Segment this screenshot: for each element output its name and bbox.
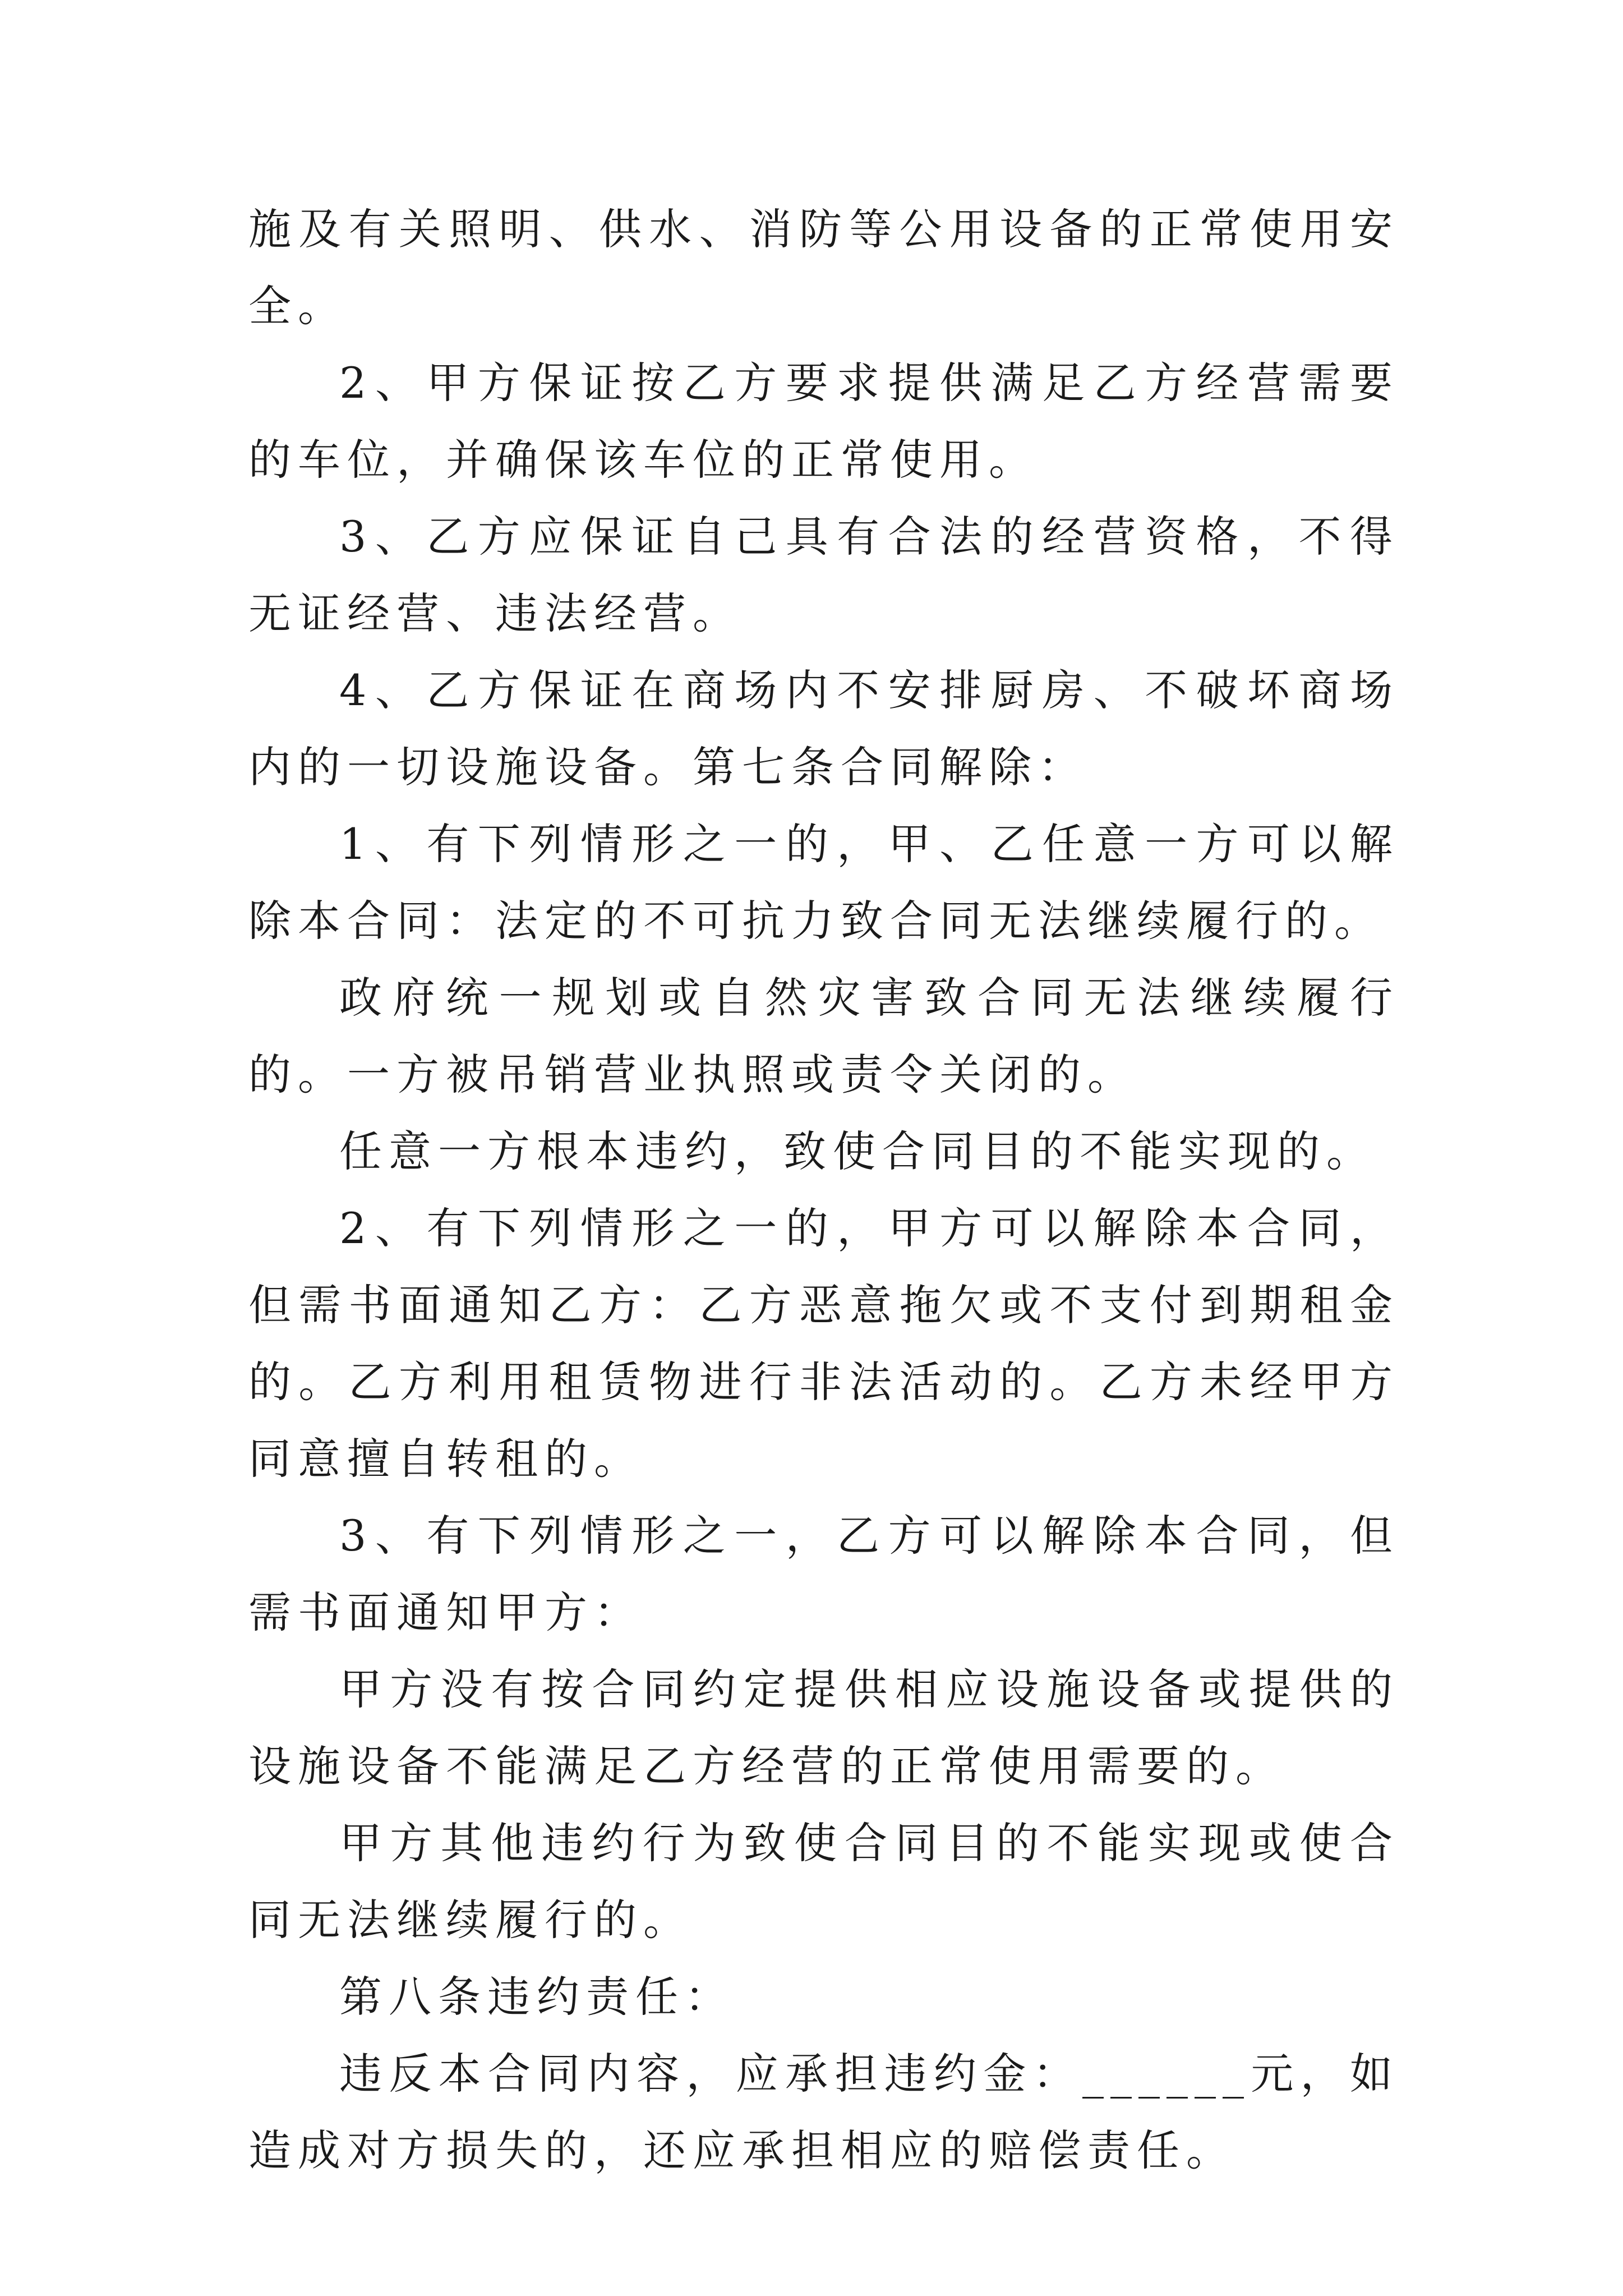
paragraph-10: 甲方没有按合同约定提供相应设施设备或提供的设施设备不能满足乙方经营的正常使用需要的。 (248, 1664, 1399, 1791)
paragraph-3: 3、乙方应保证自己具有合法的经营资格，不得无证经营、违法经营。 (248, 512, 1399, 638)
paragraph-7: 任意一方根本违约，致使合同目的不能实现的。 (339, 1126, 1376, 1176)
paragraph-5: 1、有下列情形之一的，甲、乙任意一方可以解除本合同：法定的不可抗力致合同无法继续履行的。 (248, 819, 1399, 946)
paragraph-13: 违反本合同内容，应承担违约金：______元，如造成对方损失的，还应承担相应的赔偿责任。 (248, 2049, 1399, 2175)
paragraph-9: 3、有下列情形之一，乙方可以解除本合同，但需书面通知甲方： (248, 1511, 1399, 1637)
paragraph-4: 4、乙方保证在商场内不安排厨房、不破坏商场内的一切设施设备。第七条合同解除： (248, 665, 1399, 792)
paragraph-6: 政府统一规划或自然灾害致合同无法继续履行的。一方被吊销营业执照或责令关闭的。 (248, 973, 1399, 1099)
paragraph-2: 2、甲方保证按乙方要求提供满足乙方经营需要的车位，并确保该车位的正常使用。 (248, 358, 1399, 485)
document-page (248, 191, 1399, 2189)
paragraph-11: 甲方其他违约行为致使合同目的不能实现或使合同无法继续履行的。 (248, 1818, 1399, 1945)
paragraph-8: 2、有下列情形之一的，甲方可以解除本合同，但需书面通知乙方：乙方恶意拖欠或不支付到期租金的。乙方利用租赁物进行非法活动的。乙方未经甲方同意擅自转租的。 (248, 1203, 1399, 1484)
section-heading-breach: 第八条违约责任： (339, 1972, 734, 2022)
paragraph-1: 施及有关照明、供水、消防等公用设备的正常使用安全。 (248, 204, 1399, 331)
